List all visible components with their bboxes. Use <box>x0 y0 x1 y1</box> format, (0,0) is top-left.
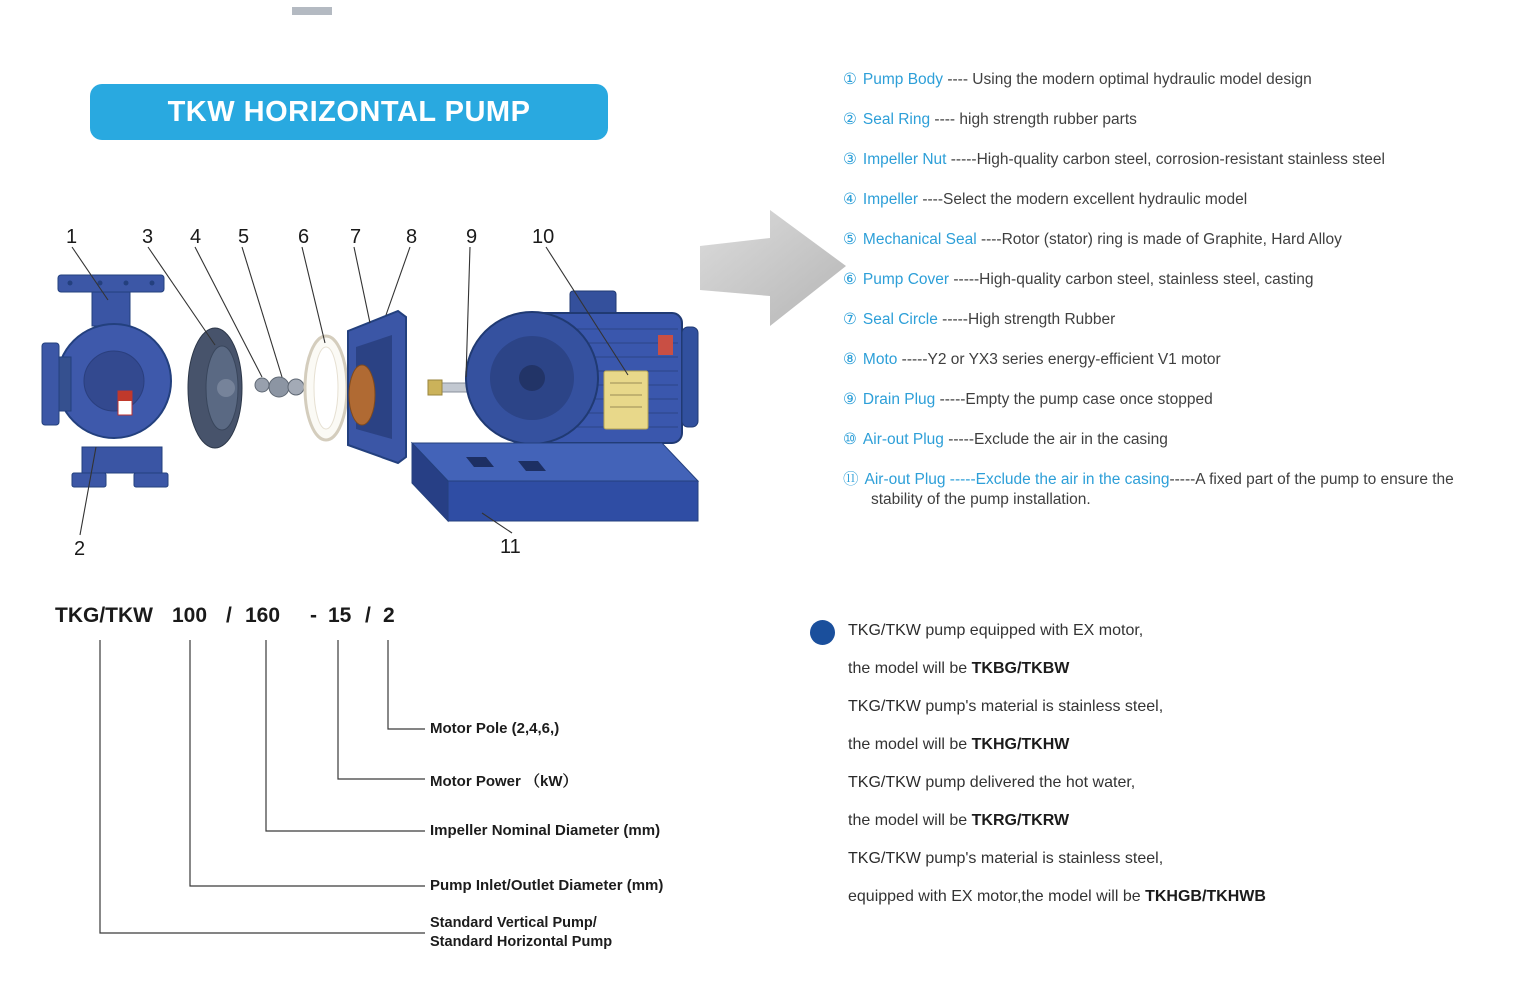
callout-2: 2 <box>74 538 86 560</box>
note-line-7: TKG/TKW pump's material is stainless steel, <box>848 850 1164 867</box>
model-segment-series: TKG/TKW <box>55 604 153 627</box>
note-line-8: equipped with EX motor,the model will be TKHGB/TKHWB <box>848 888 1266 905</box>
part-description: ---- Using the modern optimal hydraulic model design <box>943 71 1312 88</box>
label-standard-horizontal: Standard Horizontal Pump <box>430 934 613 950</box>
part-description: -----High-quality carbon steel, stainless steel, casting <box>949 271 1314 288</box>
item-number: ⑧ <box>843 351 857 368</box>
part-name: Seal Ring <box>862 111 931 128</box>
part-name: Drain Plug <box>862 391 936 408</box>
part-description: -----Empty the pump case once stopped <box>935 391 1213 408</box>
callout-1: 1 <box>66 226 78 248</box>
part-name: Air-out Plug -----Exclude the air in the casing <box>864 471 1170 488</box>
item-number: ⑤ <box>843 231 857 248</box>
part-name: Pump Body <box>862 71 944 88</box>
part-description: ----Select the modern excellent hydraulic model <box>918 191 1248 208</box>
part-description: -----High-quality carbon steel, corrosion-resistant stainless steel <box>946 151 1385 168</box>
callout-8: 8 <box>406 226 418 248</box>
part-name: Impeller <box>862 191 919 208</box>
part-description: -----Y2 or YX3 series energy-efficient V1 motor <box>897 351 1221 368</box>
part-name: Pump Cover <box>862 271 950 288</box>
item-number: ① <box>843 71 857 88</box>
note-line-3: TKG/TKW pump's material is stainless steel, <box>848 698 1164 715</box>
note-line-5: TKG/TKW pump delivered the hot water, <box>848 774 1136 791</box>
part-name: Impeller Nut <box>862 151 947 168</box>
part-description: -----Exclude the air in the casing <box>943 431 1168 448</box>
impeller-nut-and-seal-parts <box>255 377 304 397</box>
note-line-2: the model will be TKBG/TKBW <box>848 660 1070 677</box>
label-motor-pole: Motor Pole (2,4,6,) <box>430 720 560 737</box>
part-description: -----A fixed part of the pump to ensure the stability of the pump installation. <box>871 471 1454 508</box>
top-dash-decoration <box>292 7 332 15</box>
parts-list-item-9 <box>843 390 1498 410</box>
item-number: ⑨ <box>843 391 857 408</box>
model-segment-slash2: / <box>365 604 371 627</box>
model-segment-impeller: 160 <box>245 604 281 627</box>
parts-list-item-2 <box>843 110 1498 130</box>
parts-list-item-11 <box>843 470 1498 510</box>
right-arrow-icon <box>698 198 848 343</box>
model-segment-inlet: 100 <box>172 604 208 627</box>
parts-list-item-3 <box>843 150 1498 170</box>
impeller-part <box>188 328 242 448</box>
page-title: TKW HORIZONTAL PUMP <box>167 95 531 128</box>
model-variant-notes <box>848 620 1488 924</box>
pump-casing <box>42 275 171 487</box>
model-segment-dash: - <box>310 604 317 627</box>
parts-list-item-8 <box>843 350 1498 370</box>
part-description: -----High strength Rubber <box>937 311 1116 328</box>
pump-cover-part <box>348 311 406 463</box>
callout-11: 11 <box>500 536 521 558</box>
parts-list-item-10 <box>843 430 1498 450</box>
callout-6: 6 <box>298 226 310 248</box>
part-description: ---- high strength rubber parts <box>930 111 1137 128</box>
note-line-4: the model will be TKHG/TKHW <box>848 736 1070 753</box>
part-name: Seal Circle <box>862 311 938 328</box>
model-segment-pole: 2 <box>383 604 395 627</box>
item-number: ⑥ <box>843 271 857 288</box>
title-banner <box>90 84 608 140</box>
callout-10: 10 <box>532 226 555 248</box>
base-plate <box>412 443 698 521</box>
note-bullet-icon <box>810 620 835 645</box>
item-number: ⑪ <box>843 471 859 488</box>
part-name: Air-out Plug <box>862 431 944 448</box>
parts-list-item-1 <box>843 70 1498 90</box>
parts-list-item-5 <box>843 230 1498 250</box>
parts-list-item-7 <box>843 310 1498 330</box>
callout-3: 3 <box>142 226 154 248</box>
callout-5: 5 <box>238 226 250 248</box>
part-name: Moto <box>862 351 898 368</box>
note-line-6: the model will be TKRG/TKRW <box>848 812 1070 829</box>
part-description: ----Rotor (stator) ring is made of Graphite, Hard Alloy <box>976 231 1342 248</box>
parts-list <box>843 70 1498 530</box>
callout-7: 7 <box>350 226 362 248</box>
callout-4: 4 <box>190 226 202 248</box>
callout-9: 9 <box>466 226 478 248</box>
label-inlet-outlet: Pump Inlet/Outlet Diameter (mm) <box>430 877 664 894</box>
label-standard-vertical: Standard Vertical Pump/ <box>430 915 597 931</box>
part-name: Mechanical Seal <box>862 231 977 248</box>
model-segment-slash: / <box>226 604 232 627</box>
note-line-1: TKG/TKW pump equipped with EX motor, <box>848 622 1144 639</box>
seal-ring-part <box>305 336 347 440</box>
item-number: ⑩ <box>843 431 857 448</box>
motor <box>466 291 698 444</box>
parts-list-item-6 <box>843 270 1498 290</box>
item-number: ② <box>843 111 857 128</box>
label-impeller-diameter: Impeller Nominal Diameter (mm) <box>430 822 661 839</box>
model-segment-power: 15 <box>328 604 352 627</box>
parts-list-item-4 <box>843 190 1498 210</box>
item-number: ⑦ <box>843 311 857 328</box>
item-number: ④ <box>843 191 857 208</box>
item-number: ③ <box>843 151 857 168</box>
label-motor-power: Motor Power （kW） <box>430 773 578 790</box>
